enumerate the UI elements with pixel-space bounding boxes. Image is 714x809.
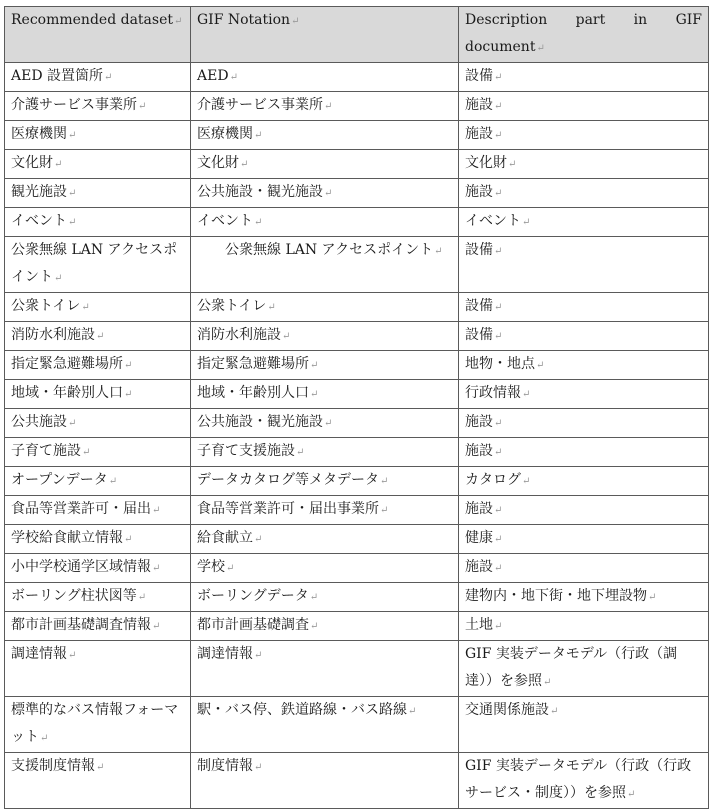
cell-description-text: 設備 ↵ xyxy=(465,327,502,343)
table-row xyxy=(5,525,709,554)
table-row xyxy=(5,179,709,208)
cell-recommended-dataset-text: 支援制度情報 ↵ xyxy=(11,758,104,774)
cell-description-text: 施設 ↵ xyxy=(465,443,502,459)
cell-gif-notation xyxy=(191,641,459,697)
cell-gif-notation xyxy=(191,322,459,351)
cell-recommended-dataset-text: オープンデータ ↵ xyxy=(11,472,117,488)
cell-gif-notation-text: データカタログ等メタデータ ↵ xyxy=(197,472,388,488)
cell-recommended-dataset xyxy=(5,641,191,697)
header-description-line2: document ↵ xyxy=(465,39,545,55)
cell-recommended-dataset xyxy=(5,293,191,322)
cell-description xyxy=(459,409,709,438)
cell-description xyxy=(459,150,709,179)
cell-gif-notation xyxy=(191,179,459,208)
cell-description xyxy=(459,467,709,496)
cell-recommended-dataset-text: 公衆トイレ ↵ xyxy=(11,298,90,314)
cell-gif-notation-text: 給食献立 ↵ xyxy=(197,530,262,546)
cell-gif-notation-text: 制度情報 ↵ xyxy=(197,758,262,774)
cell-gif-notation xyxy=(191,92,459,121)
cell-gif-notation-text: 調達情報 ↵ xyxy=(197,646,262,662)
cell-gif-notation-text: 公共施設・観光施設 ↵ xyxy=(197,184,332,200)
cell-gif-notation-text: 公共施設・観光施設 ↵ xyxy=(197,414,332,430)
table-row xyxy=(5,438,709,467)
cell-description-text: 施設 ↵ xyxy=(465,97,502,113)
cell-gif-notation xyxy=(191,121,459,150)
table-row xyxy=(5,467,709,496)
table-row xyxy=(5,208,709,237)
cell-description-text: GIF 実装データモデル（行政（行政サービス・制度））を参照 ↵ xyxy=(465,758,691,801)
header-row xyxy=(5,7,709,63)
cell-description-text: GIF 実装データモデル（行政（調達））を参照 ↵ xyxy=(465,646,677,689)
table-row xyxy=(5,612,709,641)
cell-gif-notation-text: 医療機関 ↵ xyxy=(197,126,262,142)
cell-gif-notation xyxy=(191,63,459,92)
cell-gif-notation-text: AED ↵ xyxy=(197,68,238,84)
cell-recommended-dataset-text: 都市計画基礎調査情報 ↵ xyxy=(11,617,160,633)
table-row xyxy=(5,237,709,293)
cell-description-text: 建物内・地下街・地下埋設物 ↵ xyxy=(465,588,656,604)
cell-description-text: 交通関係施設 ↵ xyxy=(465,702,558,718)
cell-gif-notation-text: 指定緊急避難場所 ↵ xyxy=(197,356,318,372)
cell-gif-notation xyxy=(191,237,459,293)
table-row xyxy=(5,583,709,612)
cell-gif-notation xyxy=(191,554,459,583)
header-description-part xyxy=(459,7,709,63)
cell-gif-notation-text: イベント ↵ xyxy=(197,213,262,229)
cell-recommended-dataset-text: 観光施設 ↵ xyxy=(11,184,76,200)
cell-recommended-dataset-text: 標準的なバス情報フォーマット ↵ xyxy=(11,702,178,745)
table-row xyxy=(5,409,709,438)
cell-description xyxy=(459,351,709,380)
header-gif-notation: GIF Notation ↵ xyxy=(191,7,459,63)
cell-description-text: 健康 ↵ xyxy=(465,530,502,546)
cell-description-text: 施設 ↵ xyxy=(465,414,502,430)
cell-gif-notation xyxy=(191,583,459,612)
table-row xyxy=(5,121,709,150)
cell-gif-notation-text: 地域・年齢別人口 ↵ xyxy=(197,385,318,401)
cell-recommended-dataset-text: イベント ↵ xyxy=(11,213,76,229)
cell-description-text: 地物・地点 ↵ xyxy=(465,356,544,372)
cell-recommended-dataset-text: 医療機関 ↵ xyxy=(11,126,76,142)
cell-gif-notation-text: 公衆トイレ ↵ xyxy=(197,298,276,314)
cell-recommended-dataset xyxy=(5,612,191,641)
cell-recommended-dataset-text: 公共施設 ↵ xyxy=(11,414,76,430)
cell-gif-notation xyxy=(191,208,459,237)
cell-gif-notation-text: 公衆無線 LAN アクセスポイント ↵ xyxy=(225,242,443,258)
cell-gif-notation xyxy=(191,351,459,380)
cell-description xyxy=(459,293,709,322)
dataset-mapping-table xyxy=(4,6,709,809)
cell-recommended-dataset-text: 消防水利施設 ↵ xyxy=(11,327,104,343)
cell-gif-notation-text: 消防水利施設 ↵ xyxy=(197,327,290,343)
table-row xyxy=(5,293,709,322)
cell-description xyxy=(459,612,709,641)
cell-recommended-dataset xyxy=(5,150,191,179)
cell-description-text: 施設 ↵ xyxy=(465,184,502,200)
cell-recommended-dataset xyxy=(5,63,191,92)
cell-description xyxy=(459,583,709,612)
cell-description-text: イベント ↵ xyxy=(465,213,530,229)
cell-gif-notation xyxy=(191,496,459,525)
cell-description xyxy=(459,63,709,92)
cell-description xyxy=(459,237,709,293)
cell-recommended-dataset xyxy=(5,753,191,809)
table-row xyxy=(5,496,709,525)
cell-recommended-dataset-text: 介護サービス事業所 ↵ xyxy=(11,97,146,113)
cell-gif-notation xyxy=(191,612,459,641)
cell-gif-notation xyxy=(191,753,459,809)
header-description-line1: Description part in GIF xyxy=(465,12,702,28)
table-body xyxy=(5,63,709,809)
cell-recommended-dataset-text: 子育て施設 ↵ xyxy=(11,443,90,459)
cell-recommended-dataset xyxy=(5,208,191,237)
cell-recommended-dataset xyxy=(5,409,191,438)
cell-recommended-dataset xyxy=(5,467,191,496)
cell-description xyxy=(459,641,709,697)
cell-recommended-dataset-text: 指定緊急避難場所 ↵ xyxy=(11,356,132,372)
cell-recommended-dataset xyxy=(5,554,191,583)
cell-gif-notation xyxy=(191,697,459,753)
cell-description-text: 設備 ↵ xyxy=(465,68,502,84)
cell-recommended-dataset xyxy=(5,496,191,525)
cell-description-text: カタログ ↵ xyxy=(465,472,530,488)
cell-recommended-dataset-text: ボーリング柱状図等 ↵ xyxy=(11,588,146,604)
table-row xyxy=(5,150,709,179)
cell-gif-notation xyxy=(191,525,459,554)
cell-recommended-dataset xyxy=(5,322,191,351)
cell-recommended-dataset xyxy=(5,697,191,753)
cell-gif-notation-text: 介護サービス事業所 ↵ xyxy=(197,97,332,113)
cell-recommended-dataset-text: 食品等営業許可・届出 ↵ xyxy=(11,501,160,517)
cell-description xyxy=(459,496,709,525)
cell-recommended-dataset xyxy=(5,438,191,467)
cell-gif-notation xyxy=(191,150,459,179)
cell-gif-notation-text: 子育て支援施設 ↵ xyxy=(197,443,304,459)
cell-recommended-dataset xyxy=(5,92,191,121)
cell-gif-notation-text: 都市計画基礎調査 ↵ xyxy=(197,617,318,633)
cell-recommended-dataset xyxy=(5,237,191,293)
cell-gif-notation xyxy=(191,380,459,409)
table-row xyxy=(5,351,709,380)
cell-gif-notation xyxy=(191,293,459,322)
header-recommended-dataset: Recommended dataset ↵ xyxy=(5,7,191,63)
cell-description xyxy=(459,121,709,150)
cell-recommended-dataset-text: 小中学校通学区域情報 ↵ xyxy=(11,559,160,575)
cell-description xyxy=(459,208,709,237)
cell-gif-notation xyxy=(191,467,459,496)
table-header xyxy=(5,7,709,63)
cell-description-text: 土地 ↵ xyxy=(465,617,502,633)
cell-description-text: 施設 ↵ xyxy=(465,559,502,575)
cell-description xyxy=(459,753,709,809)
cell-gif-notation xyxy=(191,409,459,438)
cell-recommended-dataset xyxy=(5,121,191,150)
cell-description xyxy=(459,525,709,554)
cell-description-text: 施設 ↵ xyxy=(465,126,502,142)
cell-gif-notation-text: 駅・バス停、鉄道路線・バス路線 ↵ xyxy=(197,702,416,718)
cell-description xyxy=(459,179,709,208)
table-row xyxy=(5,697,709,753)
cell-recommended-dataset xyxy=(5,179,191,208)
table-row xyxy=(5,322,709,351)
table-row xyxy=(5,63,709,92)
cell-recommended-dataset-text: 文化財 ↵ xyxy=(11,155,62,171)
cell-description xyxy=(459,92,709,121)
cell-gif-notation xyxy=(191,438,459,467)
cell-description-text: 行政情報 ↵ xyxy=(465,385,530,401)
cell-description-text: 設備 ↵ xyxy=(465,298,502,314)
cell-description-text: 文化財 ↵ xyxy=(465,155,516,171)
cell-description xyxy=(459,438,709,467)
cell-description-text: 設備 ↵ xyxy=(465,242,502,258)
cell-recommended-dataset-text: 公衆無線 LAN アクセスポイント ↵ xyxy=(11,242,177,285)
cell-gif-notation-text: 学校 ↵ xyxy=(197,559,234,575)
cell-gif-notation-text: ボーリングデータ ↵ xyxy=(197,588,318,604)
table-row xyxy=(5,753,709,809)
table-row xyxy=(5,554,709,583)
cell-description-text: 施設 ↵ xyxy=(465,501,502,517)
cell-recommended-dataset xyxy=(5,583,191,612)
table-row xyxy=(5,92,709,121)
cell-description xyxy=(459,554,709,583)
cell-description xyxy=(459,322,709,351)
cell-gif-notation-text: 文化財 ↵ xyxy=(197,155,248,171)
cell-gif-notation-text: 食品等営業許可・届出事業所 ↵ xyxy=(197,501,388,517)
cell-recommended-dataset xyxy=(5,380,191,409)
cell-description xyxy=(459,697,709,753)
cell-description xyxy=(459,380,709,409)
table-row xyxy=(5,380,709,409)
cell-recommended-dataset-text: AED 設置箇所 ↵ xyxy=(11,68,112,84)
cell-recommended-dataset-text: 学校給食献立情報 ↵ xyxy=(11,530,132,546)
table-row xyxy=(5,641,709,697)
cell-recommended-dataset-text: 地域・年齢別人口 ↵ xyxy=(11,385,132,401)
cell-recommended-dataset xyxy=(5,525,191,554)
cell-recommended-dataset-text: 調達情報 ↵ xyxy=(11,646,76,662)
cell-recommended-dataset xyxy=(5,351,191,380)
